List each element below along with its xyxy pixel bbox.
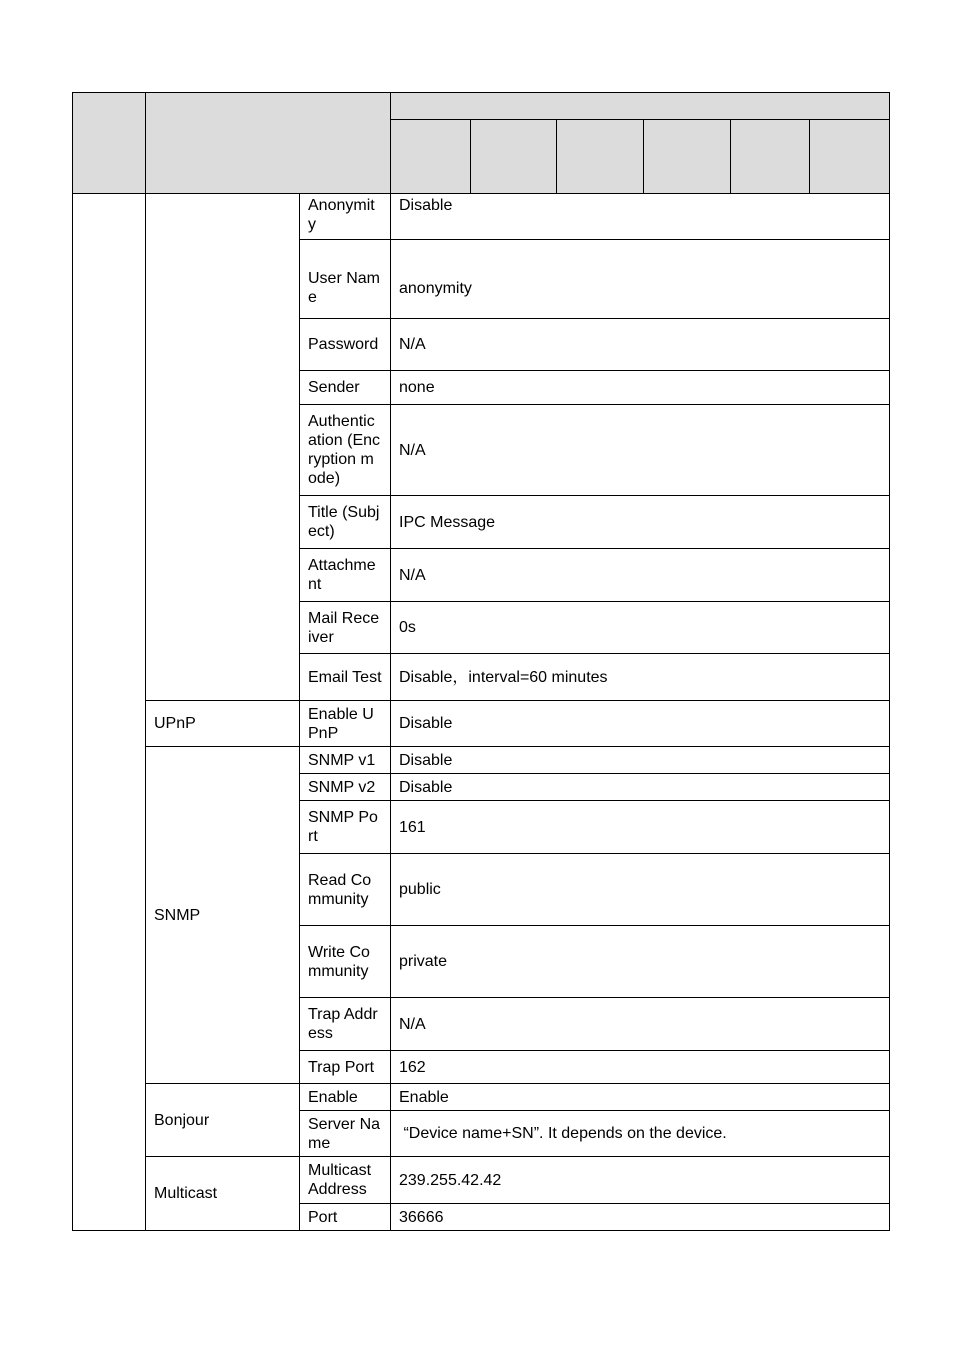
header-cell xyxy=(391,93,890,120)
row-label: Email Test xyxy=(300,654,391,701)
header-cell xyxy=(471,120,557,194)
row-label: SNMP v1 xyxy=(300,747,391,774)
header-cell xyxy=(557,120,644,194)
row-value: N/A xyxy=(391,998,890,1051)
row-value: N/A xyxy=(391,319,890,371)
row-label: SNMP Port xyxy=(300,801,391,854)
row-label: Server Name xyxy=(300,1111,391,1157)
row-value: Disable xyxy=(391,774,890,801)
header-cell xyxy=(391,120,471,194)
group-cell-bonjour: Bonjour xyxy=(146,1084,300,1157)
row-label: Attachment xyxy=(300,549,391,602)
row-label: Enable UPnP xyxy=(300,701,391,747)
row-label: Mail Receiver xyxy=(300,602,391,654)
row-value: 36666 xyxy=(391,1204,890,1231)
group-cell-snmp: SNMP xyxy=(146,747,300,1084)
row-value: private xyxy=(391,926,890,998)
row-label: Title (Subject) xyxy=(300,496,391,549)
row-value: Enable xyxy=(391,1084,890,1111)
row-value: anonymity xyxy=(391,240,890,319)
table-row xyxy=(73,747,890,774)
default-settings-table xyxy=(72,92,890,1231)
row-label: Authentication (Encryption mode) xyxy=(300,405,391,496)
row-value: Disable xyxy=(391,747,890,774)
group-cell-email xyxy=(146,194,300,701)
row-value: Disable xyxy=(391,194,890,240)
row-label: Enable xyxy=(300,1084,391,1111)
row-label: Port xyxy=(300,1204,391,1231)
group-cell-upnp: UPnP xyxy=(146,701,300,747)
table-row xyxy=(73,194,890,240)
row-value: 162 xyxy=(391,1051,890,1084)
row-value: IPC Message xyxy=(391,496,890,549)
row-label: Trap Address xyxy=(300,998,391,1051)
row-value: public xyxy=(391,854,890,926)
header-cell xyxy=(810,120,890,194)
table-row xyxy=(73,1084,890,1111)
row-value: none xyxy=(391,371,890,405)
table-row xyxy=(73,1157,890,1204)
header-cell xyxy=(73,93,146,194)
header-cell xyxy=(146,93,391,194)
row-value: Disable，interval=60 minutes xyxy=(391,654,890,701)
row-value: N/A xyxy=(391,405,890,496)
row-label: Write Community xyxy=(300,926,391,998)
row-label: Multicast Address xyxy=(300,1157,391,1204)
header-cell xyxy=(731,120,810,194)
group-cell-multicast: Multicast xyxy=(146,1157,300,1231)
row-value: N/A xyxy=(391,549,890,602)
row-label: User Name xyxy=(300,240,391,319)
row-label: Anonymity xyxy=(300,194,391,240)
table-row xyxy=(73,701,890,747)
row-value: Disable xyxy=(391,701,890,747)
row-value: 161 xyxy=(391,801,890,854)
row-label: Read Community xyxy=(300,854,391,926)
header-cell xyxy=(644,120,731,194)
row-label: SNMP v2 xyxy=(300,774,391,801)
row-label: Trap Port xyxy=(300,1051,391,1084)
table-header-row xyxy=(73,93,890,120)
row-label: Sender xyxy=(300,371,391,405)
row-value: 239.255.42.42 xyxy=(391,1157,890,1204)
row-label: Password xyxy=(300,319,391,371)
row-value: 0s xyxy=(391,602,890,654)
row-value: “Device name+SN”. It depends on the device. xyxy=(391,1111,890,1157)
category-cell xyxy=(73,194,146,1231)
